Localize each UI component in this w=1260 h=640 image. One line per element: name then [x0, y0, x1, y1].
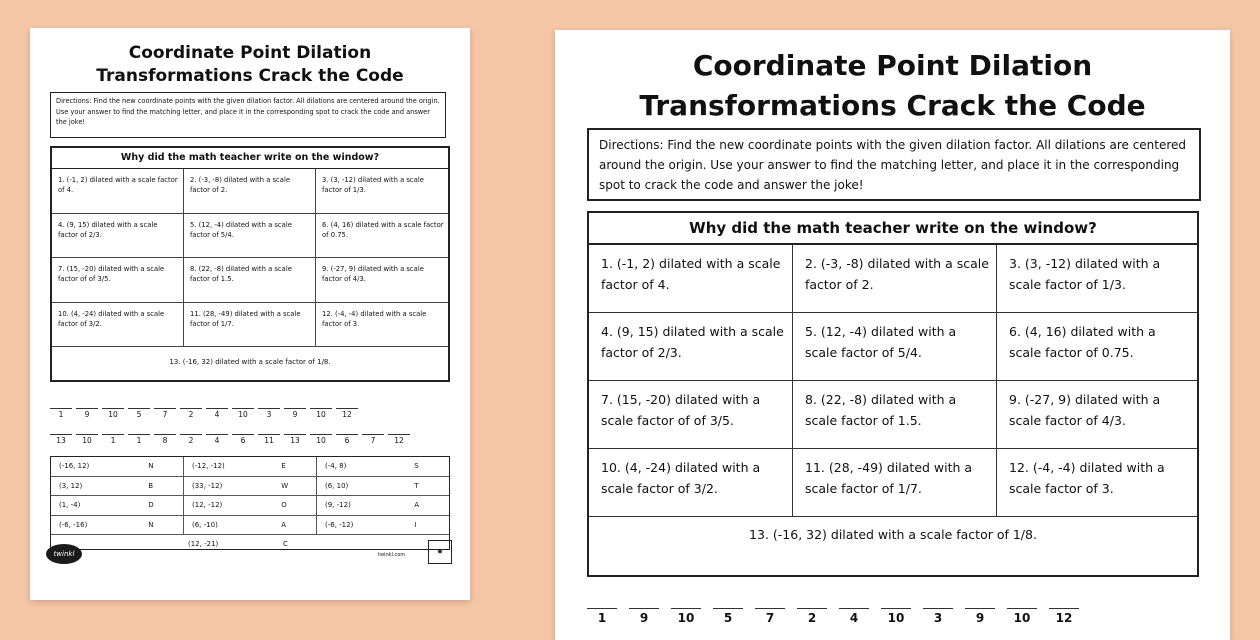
- code-blank[interactable]: 10: [310, 434, 332, 445]
- code-blank[interactable]: 8: [154, 434, 176, 445]
- problem-cell: 5. (12, -4) dilated with a scale factor of 5/4.: [184, 214, 316, 259]
- footer-url: twinkl.com: [378, 552, 406, 558]
- problem-cell: 2. (-3, -8) dilated with a scale factor of 2.: [793, 245, 997, 313]
- code-blank[interactable]: 1: [128, 434, 150, 445]
- code-blank[interactable]: 13: [50, 434, 72, 445]
- twinkl-logo: twinkl: [46, 544, 82, 564]
- code-blank[interactable]: 6: [336, 434, 358, 445]
- problem-cell: 8. (22, -8) dilated with a scale factor of 1.5.: [793, 381, 997, 449]
- problem-cell: 7. (15, -20) dilated with a scale factor of of 3/5.: [589, 381, 793, 449]
- problem-cell: 6. (4, 16) dilated with a scale factor of 0.75.: [997, 313, 1197, 381]
- answer-row: (3, 12) B (33, -12) W (6, 10) T: [51, 477, 449, 497]
- problem-grid: [52, 169, 448, 347]
- answer-row: (12, -21) C: [188, 540, 288, 549]
- problem-cell: 10. (4, -24) dilated with a scale factor of 3/2.: [52, 303, 184, 348]
- problem-cell: 4. (9, 15) dilated with a scale factor of 2/3.: [589, 313, 793, 381]
- problem-13: 13. (-16, 32) dilated with a scale factor of 1/8.: [749, 527, 1037, 542]
- joke-question: Why did the math teacher write on the window?: [52, 148, 448, 169]
- code-blank[interactable]: 9: [284, 408, 306, 419]
- page-title: Coordinate Point Dilation Transformations Crack the Code: [639, 49, 1146, 122]
- problem-cell: 4. (9, 15) dilated with a scale factor of 2/3.: [52, 214, 184, 259]
- question-box: [50, 146, 450, 382]
- page-title: Coordinate Point Dilation Transformations Crack the Code: [96, 43, 404, 86]
- code-blank[interactable]: 4: [206, 434, 228, 445]
- code-blank[interactable]: 3: [258, 408, 280, 419]
- problem-cell: 11. (28, -49) dilated with a scale factor of 1/7.: [184, 303, 316, 348]
- code-blank[interactable]: 12: [388, 434, 410, 445]
- code-blank[interactable]: 4: [839, 608, 869, 625]
- problem-cell: 7. (15, -20) dilated with a scale factor of of 3/5.: [52, 258, 184, 303]
- code-blank[interactable]: 11: [258, 434, 280, 445]
- problem-cell: 6. (4, 16) dilated with a scale factor of 0.75.: [316, 214, 448, 259]
- question-box: [587, 211, 1199, 577]
- code-blank[interactable]: 2: [180, 408, 202, 419]
- directions-box: Directions: Find the new coordinate points with the given dilation factor. All dilations are centered around the origin. Use your answer to find the matching letter, and place it in the corresponding spot to crack the code and answer the joke!: [50, 92, 446, 138]
- code-blank[interactable]: 7: [154, 408, 176, 419]
- code-blank[interactable]: 10: [102, 408, 124, 419]
- code-blank[interactable]: 10: [232, 408, 254, 419]
- problem-cell: 11. (28, -49) dilated with a scale factor of 1/7.: [793, 449, 997, 517]
- code-blank[interactable]: 9: [629, 608, 659, 625]
- problem-cell: 9. (-27, 9) dilated with a scale factor of 4/3.: [997, 381, 1197, 449]
- code-blanks-row-1: [587, 608, 1227, 625]
- problem-cell: 3. (3, -12) dilated with a scale factor of 1/3.: [997, 245, 1197, 313]
- worksheet-preview-small: [30, 28, 470, 600]
- code-blank[interactable]: 9: [965, 608, 995, 625]
- answer-key-table: [50, 456, 450, 550]
- problem-cell: 2. (-3, -8) dilated with a scale factor of 2.: [184, 169, 316, 214]
- problem-cell: 9. (-27, 9) dilated with a scale factor of 4/3.: [316, 258, 448, 303]
- code-blank[interactable]: 10: [76, 434, 98, 445]
- code-blanks-row-2: [50, 434, 470, 445]
- code-blank[interactable]: 12: [1049, 608, 1079, 625]
- code-blank[interactable]: 6: [232, 434, 254, 445]
- code-blank[interactable]: 10: [1007, 608, 1037, 625]
- answer-row: (-6, -16) N (6, -10) A (-6, -12) I: [51, 516, 449, 536]
- problem-cell: 1. (-1, 2) dilated with a scale factor of 4.: [589, 245, 793, 313]
- joke-question: Why did the math teacher write on the window?: [589, 213, 1197, 245]
- problem-grid: [589, 245, 1197, 517]
- problem-cell: 3. (3, -12) dilated with a scale factor of 1/3.: [316, 169, 448, 214]
- answer-row: (1, -4) D (12, -12) O (9, -12) A: [51, 496, 449, 516]
- code-blank[interactable]: 7: [362, 434, 384, 445]
- code-blank[interactable]: 7: [755, 608, 785, 625]
- code-blank[interactable]: 10: [671, 608, 701, 625]
- worksheet-preview-large: [555, 30, 1230, 640]
- directions-box: Directions: Find the new coordinate points with the given dilation factor. All dilations are centered around the origin. Use your answer to find the matching letter, and place it in the corresponding spot to crack the code and answer the joke!: [587, 128, 1201, 201]
- quality-badge-icon: ★: [428, 540, 452, 564]
- code-blank[interactable]: 10: [881, 608, 911, 625]
- answer-row: (-16, 12) N (-12, -12) E (-4, 8) S: [51, 457, 449, 477]
- code-blanks-row-1: [50, 408, 470, 419]
- code-blank[interactable]: 1: [102, 434, 124, 445]
- problem-cell: 12. (-4, -4) dilated with a scale factor of 3.: [997, 449, 1197, 517]
- problem-cell: 1. (-1, 2) dilated with a scale factor of 4.: [52, 169, 184, 214]
- problem-cell: 10. (4, -24) dilated with a scale factor of 3/2.: [589, 449, 793, 517]
- problem-cell: 5. (12, -4) dilated with a scale factor of 5/4.: [793, 313, 997, 381]
- code-blank[interactable]: 5: [128, 408, 150, 419]
- code-blank[interactable]: 3: [923, 608, 953, 625]
- code-blank[interactable]: 5: [713, 608, 743, 625]
- code-blank[interactable]: 2: [797, 608, 827, 625]
- code-blank[interactable]: 13: [284, 434, 306, 445]
- problem-cell: 12. (-4, -4) dilated with a scale factor of 3.: [316, 303, 448, 348]
- code-blank[interactable]: 1: [50, 408, 72, 419]
- code-blank[interactable]: 2: [180, 434, 202, 445]
- problem-cell: 8. (22, -8) dilated with a scale factor of 1.5.: [184, 258, 316, 303]
- code-blank[interactable]: 9: [76, 408, 98, 419]
- problem-13: 13. (-16, 32) dilated with a scale factor of 1/8.: [169, 358, 331, 366]
- code-blank[interactable]: 12: [336, 408, 358, 419]
- code-blank[interactable]: 1: [587, 608, 617, 625]
- code-blank[interactable]: 10: [310, 408, 332, 419]
- code-blank[interactable]: 4: [206, 408, 228, 419]
